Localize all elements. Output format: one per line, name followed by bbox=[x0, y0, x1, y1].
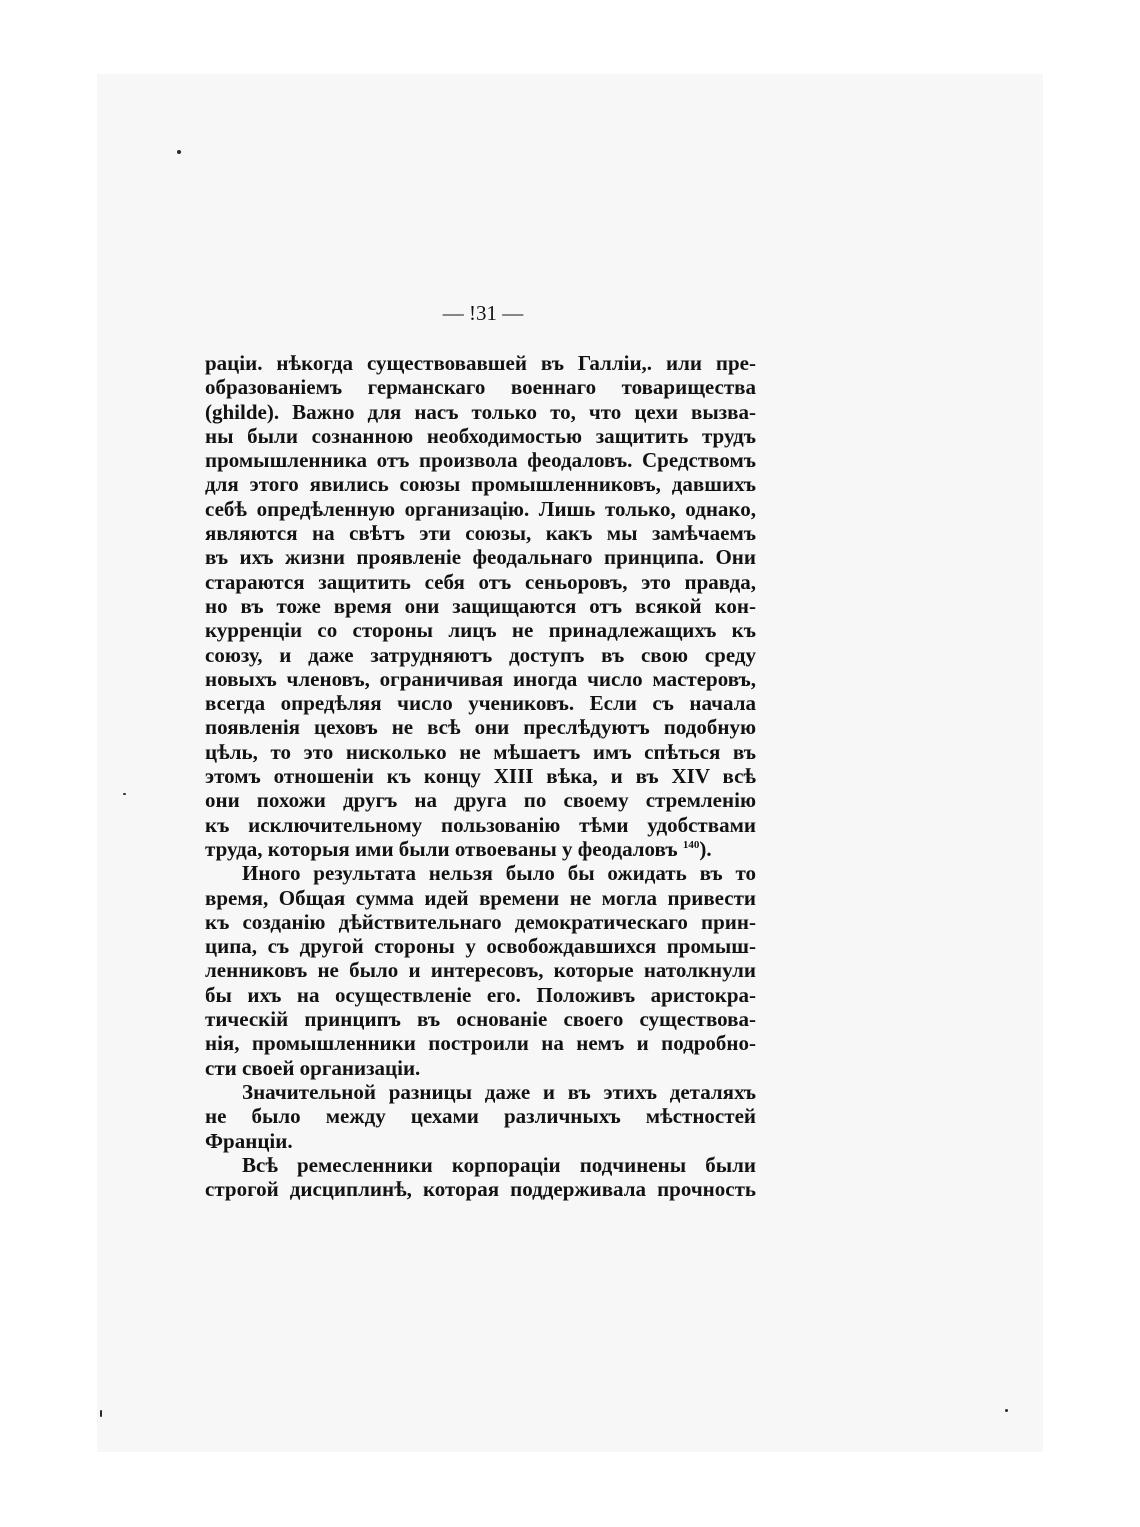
text-line: промышленника отъ произвола феодаловъ. Средствомъ bbox=[205, 448, 756, 473]
text-line: всегда опредѣляя число учениковъ. Если съ начала bbox=[205, 691, 756, 716]
paragraph-start: Иного результата нельзя было бы ожидать въ то bbox=[242, 861, 756, 886]
body-text bbox=[205, 351, 756, 1201]
scan-speck bbox=[100, 1410, 102, 1417]
text-line: новыхъ членовъ, ограничивая иногда число мастеровъ, bbox=[205, 666, 756, 691]
text-line: являются на свѣтъ эти союзы, какъ мы замѣчаемъ bbox=[205, 521, 756, 546]
text-line: къ исключительному пользованію тѣми удобствами bbox=[205, 812, 756, 837]
text-line: образованіемъ германскаго военнаго товарищества bbox=[205, 375, 756, 400]
text-line: въ ихъ жизни проявленіе феодальнаго принципа. Они bbox=[205, 545, 756, 570]
text-line-with-footnote bbox=[205, 837, 756, 861]
scan-speck bbox=[177, 150, 181, 154]
paragraph-start: Значительной разницы даже и въ этихъ деталяхъ bbox=[242, 1079, 756, 1104]
text-line: этомъ отношеніи къ концу XIII вѣка, и въ XIV всѣ bbox=[205, 764, 756, 789]
text-line: они похожи другъ на друга по своему стремленію bbox=[205, 788, 756, 813]
text-line: себѣ опредѣленную организацію. Лишь только, однако, bbox=[205, 496, 756, 521]
text-line: нія, промышленники построили на немъ и подробно- bbox=[205, 1031, 756, 1056]
text-line: но въ тоже время они защищаются отъ всякой кон- bbox=[205, 593, 756, 618]
text-line: ципа, съ другой стороны у освобождавшихся промыш- bbox=[205, 934, 756, 959]
text-line: тическій принципъ въ основаніе своего существова- bbox=[205, 1007, 756, 1032]
scan-speck bbox=[1005, 1409, 1008, 1412]
line-tail: ). bbox=[699, 836, 712, 861]
text-line: для этого явились союзы промышленниковъ, давшихъ bbox=[205, 472, 756, 497]
footnote-marker: 140 bbox=[682, 838, 700, 851]
text-line: курренціи со стороны лицъ не принадлежащихъ къ bbox=[205, 618, 756, 643]
paragraph-start: Всѣ ремесленники корпораціи подчинены были bbox=[242, 1152, 756, 1177]
text-line: сти своей организаціи. bbox=[205, 1055, 421, 1080]
text-line: бы ихъ на осуществленіе его. Положивъ аристокра- bbox=[205, 982, 756, 1007]
text-line: появленія цеховъ не всѣ они преслѣдуютъ подобную bbox=[205, 715, 756, 740]
page-number: — !31 — bbox=[442, 301, 524, 325]
text-line: стараются защитить себя отъ сеньоровъ, это правда, bbox=[205, 569, 756, 594]
text-line: раціи. нѣкогда существовавшей въ Галліи,. или пре- bbox=[205, 351, 756, 375]
text-line: труда, которыя ими были отвоеваны у феодаловъ bbox=[205, 836, 678, 861]
text-line: къ созданію дѣйствительнаго демократическаго прин- bbox=[205, 909, 756, 934]
text-line: цѣль, то это нисколько не мѣшаетъ имъ спѣться въ bbox=[205, 739, 756, 764]
scan-speck bbox=[123, 793, 126, 795]
text-line: Франціи. bbox=[205, 1128, 293, 1153]
text-line: ленниковъ не было и интересовъ, которые натолкнули bbox=[205, 958, 756, 983]
text-line: союзу, и даже затрудняютъ доступъ въ свою среду bbox=[205, 642, 756, 667]
text-line: (ghilde). Важно для насъ только то, что цехи вызва- bbox=[205, 399, 756, 424]
text-line: время, Общая сумма идей времени не могла привести bbox=[205, 885, 756, 910]
text-line: не было между цехами различныхъ мѣстностей bbox=[205, 1104, 756, 1129]
text-line: ны были сознанною необходимостью защитить трудъ bbox=[205, 423, 756, 448]
text-line: строгой дисциплинѣ, которая поддерживала прочность bbox=[205, 1177, 756, 1202]
